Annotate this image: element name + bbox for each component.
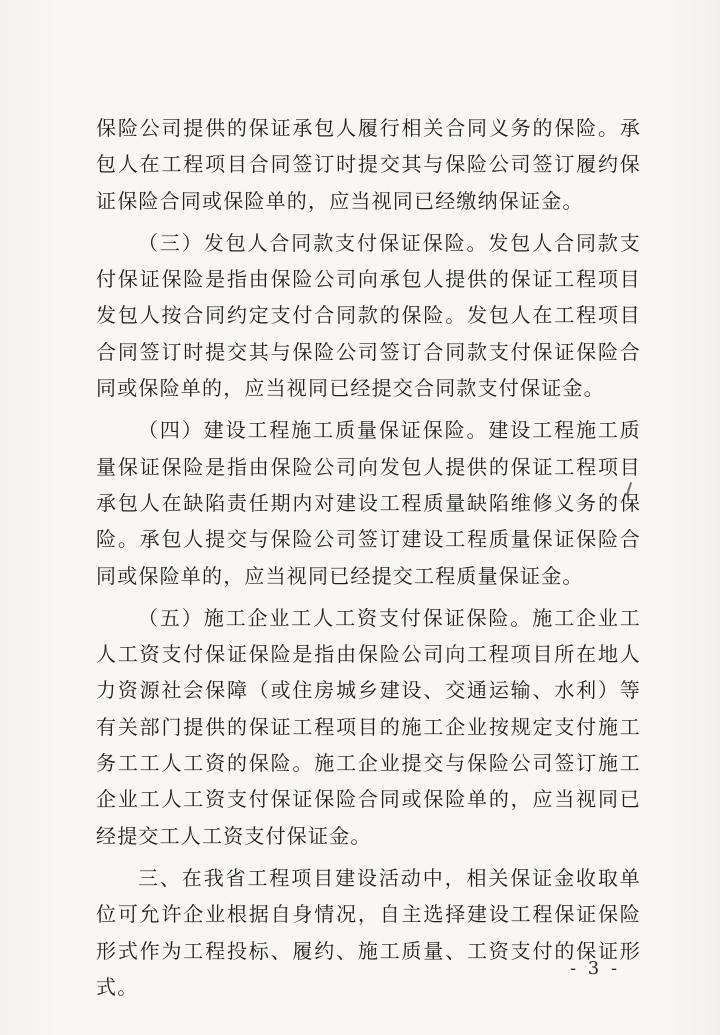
paragraph-2: （三）发包人合同款支付保证保险。发包人合同款支付保证保险是指由保险公司向承包人提供的保证工程项目发包人按合同约定支付合同款的保险。发包人在工程项目合同签订时提交其与保险公司签订合同款支付保证保险合同或保险单的，应当视同已经提交合同款支付保证金。 — [96, 230, 641, 401]
paragraph-4: （五）施工企业工人工资支付保证保险。施工企业工人工资支付保证保险是指由保险公司向工程项目所在地人力资源社会保障（或住房城乡建设、交通运输、水利）等有关部门提供的保证工程项目的施工企业按规定支付施工务工工人工资的保险。施工企业提交与保险公司签订施工企业工人工资支付保证保险合同或保险单的，应当视同已经提交工人工资支付保证金。 — [96, 605, 641, 848]
page-number: - 3 - — [570, 958, 621, 979]
paragraph-5: 三、在我省工程项目建设活动中，相关保证金收取单位可允许企业根据自身情况，自主选择建设工程保证保险形式作为工程投标、履约、施工质量、工资支付的保证形式。 — [96, 865, 641, 999]
paragraph-1: 保险公司提供的保证承包人履行相关合同义务的保险。承包人在工程项目合同签订时提交其与保险公司签订履约保证保险合同或保险单的，应当视同已经缴纳保证金。 — [96, 116, 641, 213]
paragraph-3: （四）建设工程施工质量保证保险。建设工程施工质量保证保险是指由保险公司向发包人提供的保证工程项目承包人在缺陷责任期内对建设工程质量缺陷维修义务的保险。承包人提交与保险公司签订建设工程质量保证保险合同或保险单的，应当视同已经提交工程质量保证金。 — [96, 418, 641, 588]
document-body — [96, 110, 641, 1011]
